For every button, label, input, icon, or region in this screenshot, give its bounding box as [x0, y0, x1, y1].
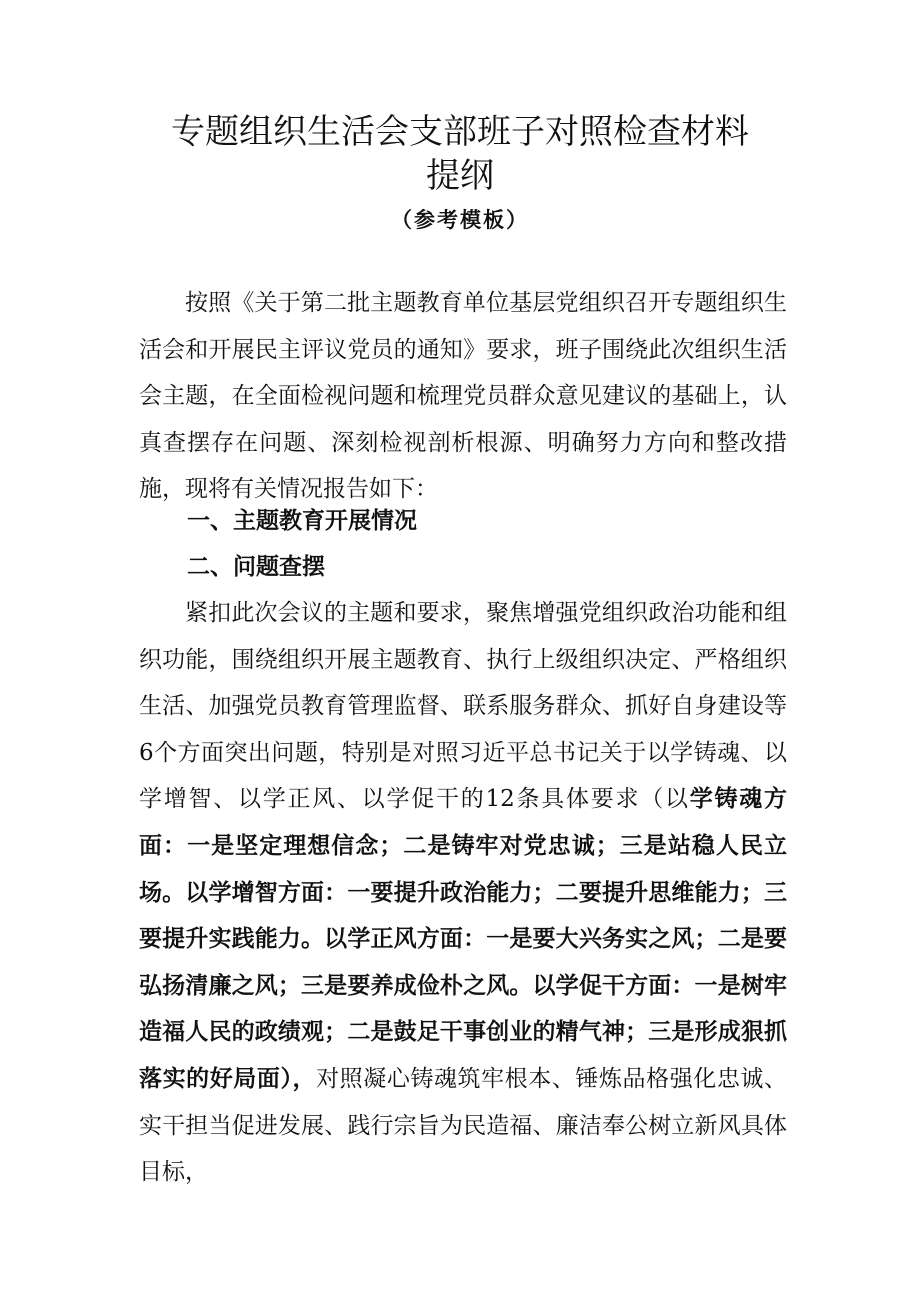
document-title-line1: 专题组织生活会支部班子对照检查材料 — [171, 112, 749, 152]
problem-paragraph — [139, 590, 787, 1196]
problem-paragraph-requirements: 学铸魂方面：一是坚定理想信念；二是铸牢对党忠诚；三是站稳人民立场。以学增智方面：一要提升政治能力；二要提升思维能力；三要提升实践能力。以学正风方面：一是要大兴务实之风；二是要弘扬清廉之风；三是要养成俭朴之风。以学促干方面：一是树牢造福人民的政绩观；二是鼓足干事创业的精气神；三是形成狠抓落实的好局面）， — [139, 785, 787, 1092]
problem-paragraph-intro: 紧扣此次会议的主题和要求，聚焦增强党组织政治功能和组织功能，围绕组织开展主题教育、执行上级组织决定、严格组织生活、加强党员教育管理监督、联系服务群众、抓好自身建设等6个方面突出问题，特别是对照习近平总书记关于以学铸魂、以学增智、以学正风、以学促干的12条具体要求（以 — [139, 600, 787, 813]
intro-paragraph: 按照《关于第二批主题教育单位基层党组织召开专题组织生活会和开展民主评议党员的通知》要求，班子围绕此次组织生活会主题，在全面检视问题和梳理党员群众意见建议的基础上，认真查摆存在问题、深刻检视剖析根源、明确努力方向和整改措施，现将有关情况报告如下： — [139, 290, 787, 503]
document-subtitle: （参考模板） — [391, 208, 529, 232]
problem-paragraph-tail: 对照凝心铸魂筑牢根本、锤炼品格强化忠诚、实干担当促进发展、践行宗旨为民造福、廉洁奉公树立新风具体目标， — [139, 1065, 788, 1186]
section-heading-1: 一、主题教育开展情况 — [187, 507, 417, 534]
document-title-line2: 提纲 — [426, 156, 494, 196]
section-heading-2: 二、问题查摆 — [187, 553, 325, 580]
